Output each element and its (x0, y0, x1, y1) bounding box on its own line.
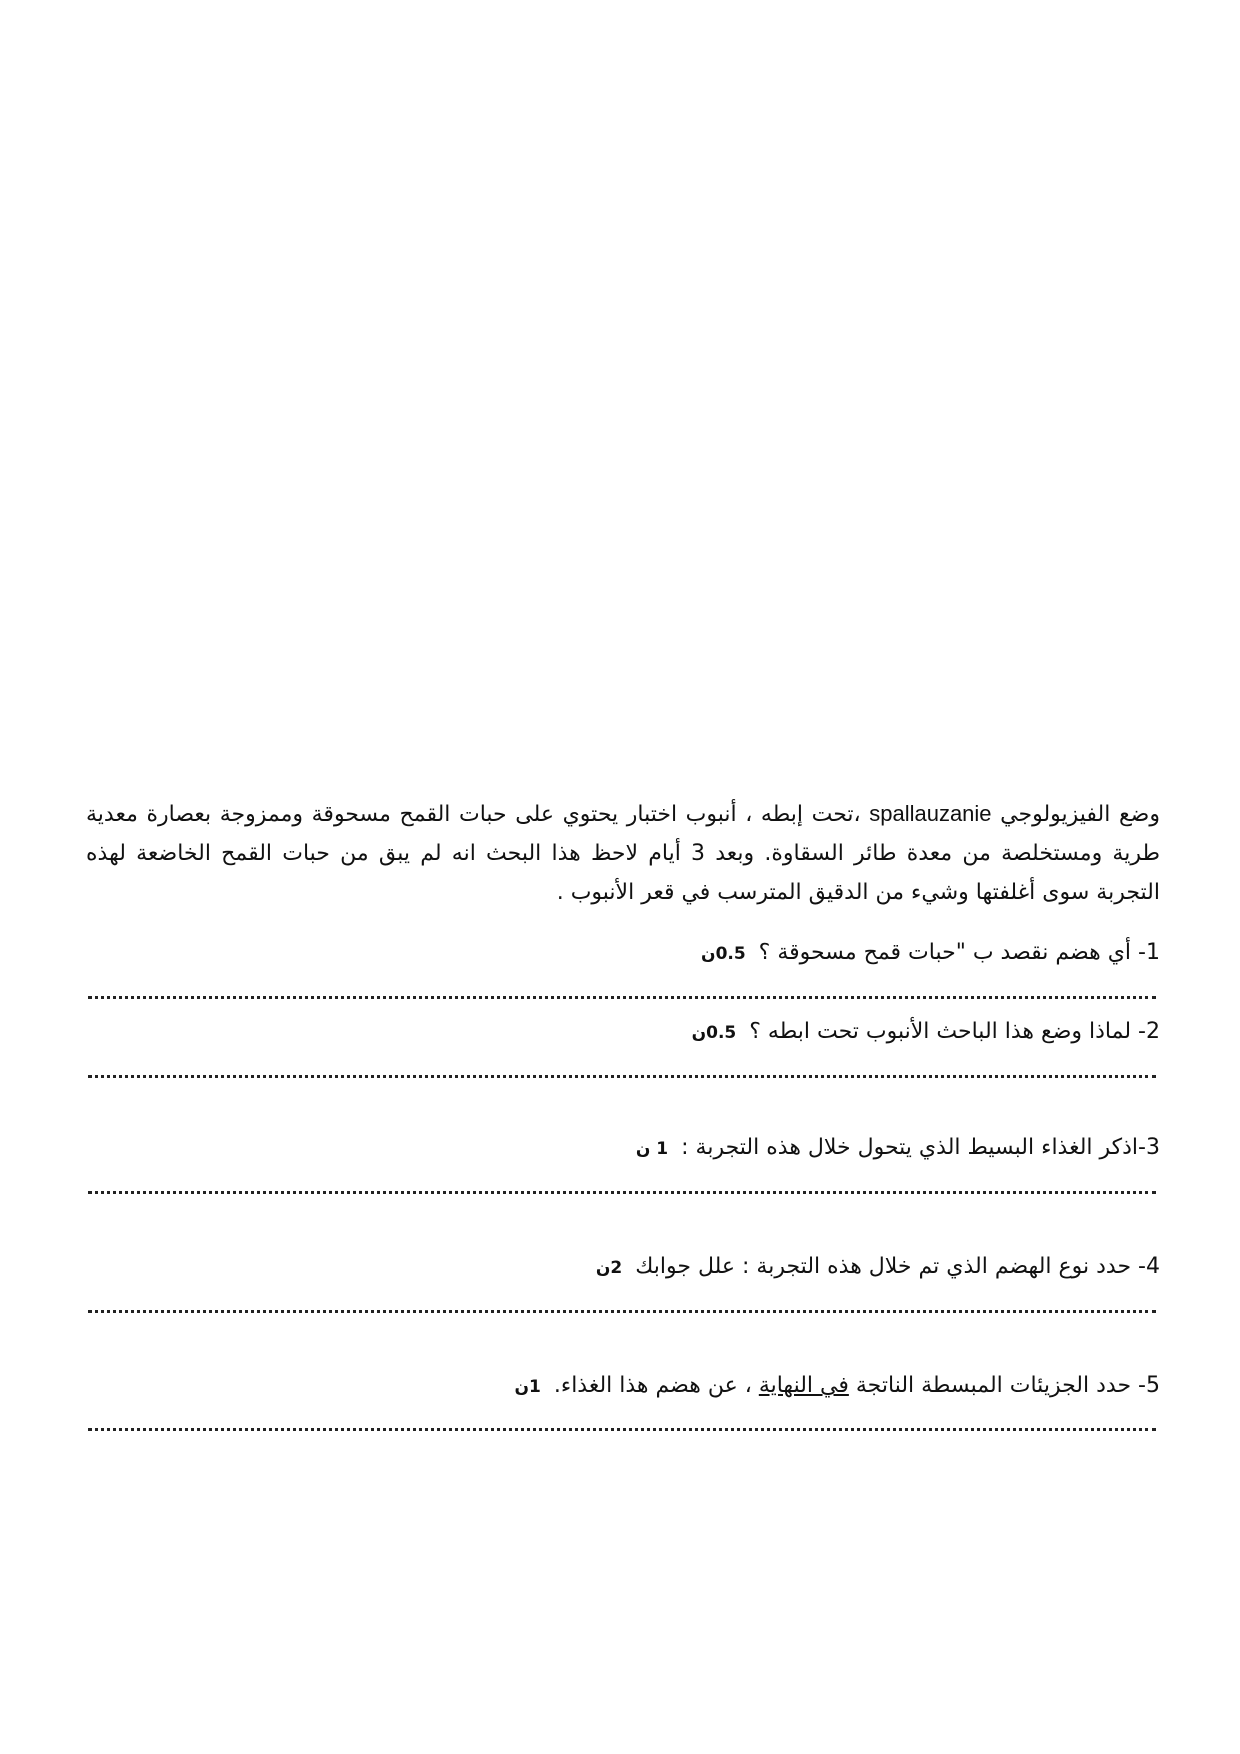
question-2-number: 2- (1138, 1019, 1160, 1044)
scientist-name: spallauzanie (869, 801, 992, 826)
intro-paragraph (86, 794, 1160, 912)
answer-line-5[interactable] (88, 1428, 1156, 1431)
question-5-points: 1ن (514, 1377, 541, 1397)
question-1-number: 1- (1138, 940, 1160, 965)
question-3 (86, 1131, 1160, 1166)
question-5-text-after: ، عن هضم هذا الغذاء. (546, 1373, 759, 1398)
question-3-number: 3- (1138, 1135, 1160, 1160)
question-4-number: 4- (1138, 1254, 1160, 1279)
answer-line-4[interactable] (88, 1310, 1156, 1313)
question-4-points: 2ن (595, 1258, 623, 1278)
question-3-text: اذكر الغذاء البسيط الذي يتحول خلال هذه التجربة : (674, 1135, 1139, 1160)
question-4 (86, 1250, 1160, 1285)
question-3-points: 1 ن (635, 1139, 669, 1159)
question-5-text-before: حدد الجزيئات المبسطة الناتجة (848, 1373, 1139, 1398)
question-1-text: أي هضم نقصد ب "حبات قمح مسحوقة ؟ (751, 940, 1139, 965)
answer-line-2[interactable] (88, 1075, 1156, 1078)
answer-line-3[interactable] (88, 1191, 1156, 1194)
question-5-number: 5- (1138, 1373, 1160, 1398)
intro-part1: وضع الفيزيولوجي (991, 802, 1160, 827)
answer-line-1[interactable] (88, 996, 1156, 999)
question-4-text: حدد نوع الهضم الذي تم خلال هذه التجربة : علل جوابك (628, 1254, 1139, 1279)
question-1-points: 0.5ن (701, 944, 746, 964)
question-5-text-underlined: في النهاية (758, 1373, 849, 1398)
question-5 (86, 1369, 1160, 1404)
question-1 (86, 936, 1160, 971)
question-2-text: لماذا وضع هذا الباحث الأنبوب تحت ابطه ؟ (742, 1019, 1139, 1044)
intro-part2: ،تحت إبطه ، أنبوب اختبار يحتوي على حبات القمح مسحوقة وممزوجة بعصارة معدية طرية ومستخلصة من معدة طائر السقاوة. وبعد 3 أيام لاحظ هذا البحث انه لم يبق من حبات القمح الخاضعة لهذه التجربة سوى أغلفتها وشيء من الدقيق المترسب في قعر الأنبوب . (86, 802, 1160, 905)
question-2 (86, 1015, 1160, 1050)
question-2-points: 0.5ن (691, 1023, 737, 1043)
